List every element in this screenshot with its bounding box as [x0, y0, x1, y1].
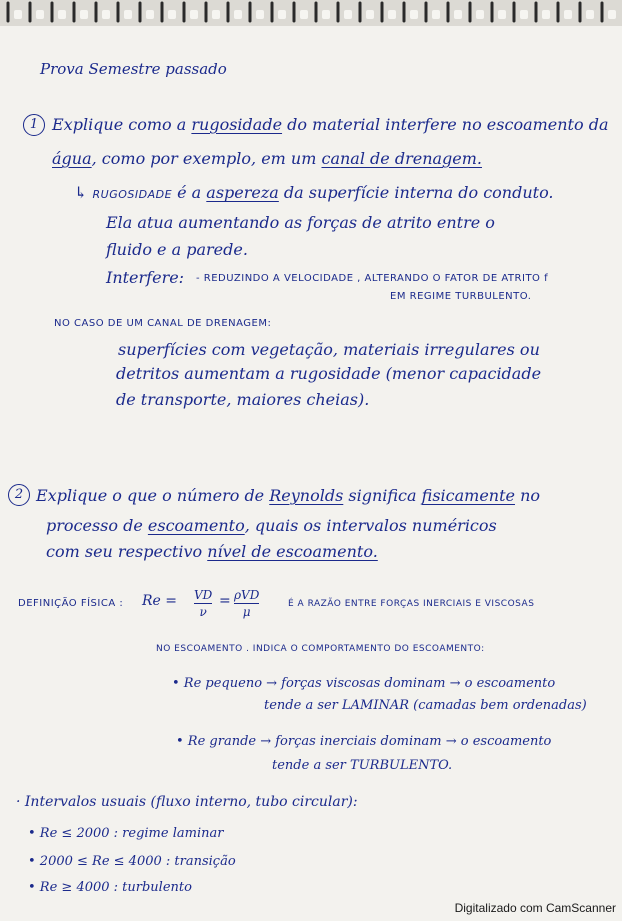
definition-text-1: É A RAZÃO ENTRE FORÇAS INERCIAIS E VISCOSAS [288, 599, 535, 609]
interfere-caps-text-2: EM REGIME TURBULENTO. [390, 291, 532, 302]
q2-text: Explique o que o número de [36, 486, 270, 505]
q2-keyword-fisicamente: fisicamente [421, 486, 515, 505]
fraction-vd-nu [194, 588, 212, 619]
answer-1-line-3: fluido e a parede. [106, 240, 248, 259]
q1-text: , como por exemplo, em um [91, 149, 322, 168]
interval-item-laminar: • Re ≤ 2000 : regime laminar [28, 826, 224, 841]
q1-text: Explique como a [52, 115, 192, 134]
answer-text: é a [172, 183, 207, 202]
question-1-number: 1 [23, 114, 45, 136]
q2-keyword-nivel: nível de escoamento. [207, 542, 378, 561]
fraction-numerator: ρVD [234, 588, 260, 602]
q1-keyword-canal: canal de drenagem. [321, 149, 482, 168]
spiral-binding [0, 0, 622, 26]
answer-1-line-2: Ela atua aumentando as forças de atrito entre o [106, 213, 495, 232]
question-2-line-1 [36, 486, 540, 505]
arrow-icon: ↳ [74, 183, 88, 202]
question-1-line-2 [52, 149, 482, 168]
canal-line-3: de transporte, maiores cheias). [116, 390, 370, 409]
q2-text: , quais os intervalos numéricos [244, 516, 497, 535]
fraction-bar [194, 603, 212, 604]
re-small-line-2: tende a ser LAMINAR (camadas bem ordenadas) [264, 698, 587, 713]
definition-text-2: NO ESCOAMENTO . INDICA O COMPORTAMENTO DO ESCOAMENTO: [156, 644, 485, 654]
interfere-caps-text: - REDUZINDO A VELOCIDADE , ALTERANDO O FATOR DE ATRITO f [196, 273, 549, 284]
re-big-line-1: • Re grande → forças inerciais dominam → o escoamento [176, 734, 552, 749]
question-1-line-1 [52, 115, 608, 134]
interval-item-turbulento: • Re ≥ 4000 : turbulento [28, 880, 192, 895]
re-small-line-1: • Re pequeno → forças viscosas dominam → o escoamento [172, 676, 556, 691]
answer-text: da superfície interna do conduto. [278, 183, 554, 202]
reynolds-symbol: Re = [142, 593, 178, 609]
fraction-denominator: ν [199, 605, 207, 620]
canal-line-2: detritos aumentam a rugosidade (menor capacidade [116, 364, 542, 383]
q1-text: do material interfere no escoamento da [282, 115, 609, 134]
canal-line-1: superfícies com vegetação, materiais irregulares ou [118, 340, 540, 359]
question-2-number: 2 [8, 484, 30, 506]
interval-item-transicao: • 2000 ≤ Re ≤ 4000 : transição [28, 854, 236, 869]
caps-rugosidade: RUGOSIDADE [92, 188, 173, 201]
fraction-denominator: μ [242, 605, 251, 620]
fraction-numerator: VD [194, 588, 213, 602]
keyword-aspereza: aspereza [206, 183, 279, 202]
question-2-line-2 [46, 516, 497, 535]
q2-text: processo de [46, 516, 148, 535]
scanner-watermark: Digitalizado com CamScanner [454, 901, 616, 915]
intervals-title: · Intervalos usuais (fluxo interno, tubo circular): [16, 794, 358, 810]
answer-1-line-1 [74, 183, 554, 202]
fraction-bar [234, 603, 259, 604]
re-big-line-2: tende a ser TURBULENTO. [272, 758, 453, 773]
definition-caps-label: DEFINIÇÃO FÍSICA : [18, 598, 124, 609]
canal-caps-heading: NO CASO DE UM CANAL DE DRENAGEM: [54, 318, 272, 329]
question-2-line-3 [46, 542, 378, 561]
equals-sign: = [219, 593, 231, 609]
q2-text: significa [343, 486, 422, 505]
q2-text: no [514, 486, 541, 505]
q1-keyword-agua: água [52, 149, 92, 168]
q2-text: com seu respectivo [46, 542, 208, 561]
fraction-rhovd-mu [234, 588, 259, 619]
q2-keyword-reynolds: Reynolds [269, 486, 344, 505]
interfere-label: Interfere: [106, 268, 185, 287]
q2-keyword-escoamento: escoamento [147, 516, 245, 535]
page-title: Prova Semestre passado [40, 60, 227, 78]
q1-keyword-rugosidade: rugosidade [191, 115, 283, 134]
